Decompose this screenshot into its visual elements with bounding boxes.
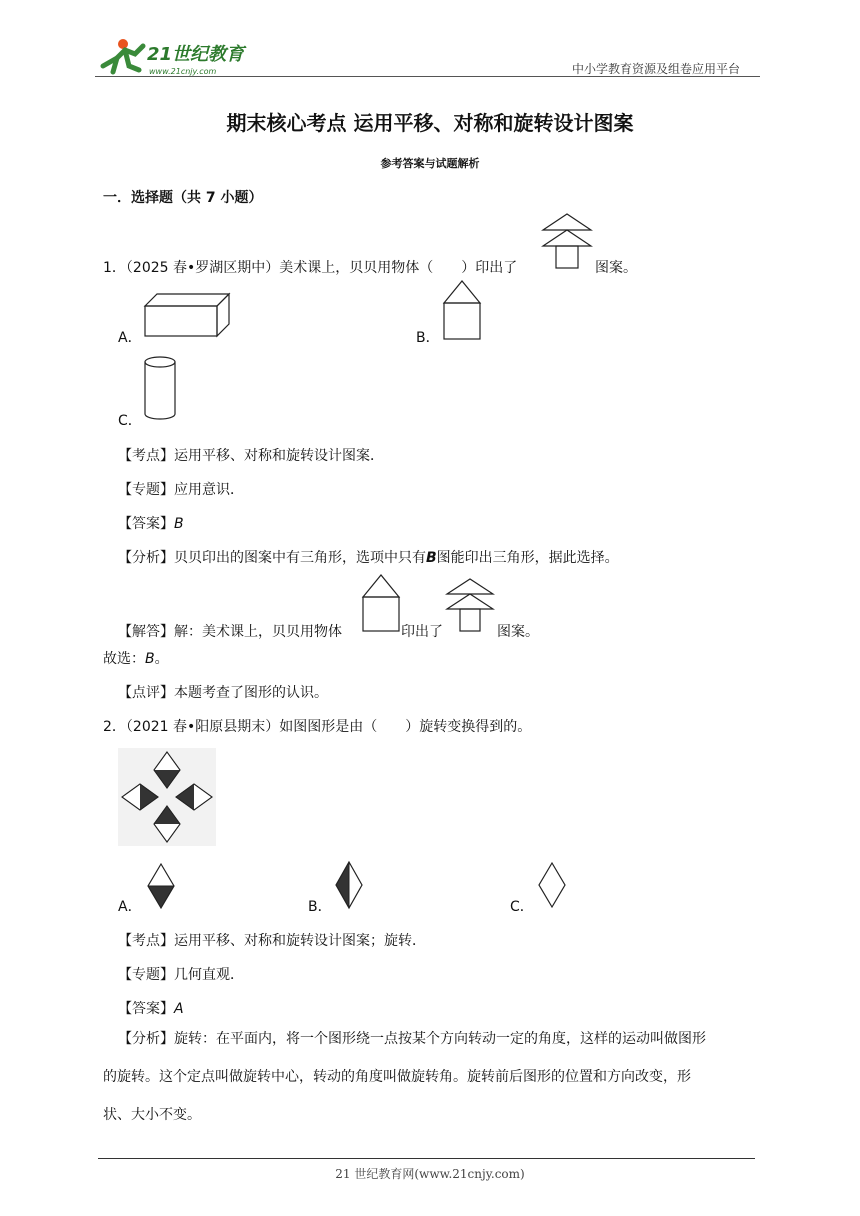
q2-analysis (103, 1025, 768, 1130)
q2-stem: 2．（2021 春•阳原县期末）如图图形是由（ ）旋转变换得到的。 (103, 719, 532, 735)
q1-stamped-pattern-figure (541, 212, 593, 272)
q1-kaodian: 【考点】运用平移、对称和旋转设计图案． (118, 448, 384, 464)
logo-url: www.21cnjy.com (149, 67, 217, 76)
q1-option-a-label[interactable]: A． (118, 330, 142, 346)
header-divider (95, 76, 760, 77)
diamond-outline-figure[interactable] (537, 861, 567, 909)
q1-answer (118, 513, 184, 533)
answer-label: 【答案】 (118, 516, 174, 532)
q2-option-a-label[interactable]: A． (118, 899, 142, 915)
footer-divider (98, 1158, 755, 1159)
q1-stamped-pattern-figure-small (445, 577, 495, 635)
site-logo (95, 36, 265, 76)
analysis-line-3: 状、大小不变。 (103, 1107, 201, 1123)
q1-comment: 【点评】本题考查了图形的认识。 (118, 685, 328, 701)
q1-stem: 1．（2025 春•罗湖区期中）美术课上，贝贝用物体（ ）印出了 (103, 260, 518, 276)
q2-option-b-label[interactable]: B． (308, 899, 332, 915)
q1-choice: 故选：B。 (103, 651, 169, 667)
footer-text: 21 世纪教育网(www.21cnjy.com) (335, 1167, 525, 1181)
analysis-line-1: 【分析】旋转：在平面内，将一个图形绕一点按某个方向转动一定的角度，这样的运动叫做图形 (118, 1031, 706, 1047)
q2-zhuanti: 【专题】几何直观． (118, 967, 244, 983)
analysis-line-2: 的旋转。这个定点叫做旋转中心，转动的角度叫做旋转角。旋转前后图形的位置和方向改变，形 (103, 1069, 691, 1085)
page-title: 期末核心考点 运用平移、对称和旋转设计图案 (226, 111, 634, 135)
q2-kaodian: 【考点】运用平移、对称和旋转设计图案；旋转． (118, 933, 426, 949)
cylinder-figure[interactable] (143, 354, 179, 422)
q1-zhuanti: 【专题】应用意识． (118, 482, 244, 498)
q2-answer: 【答案】A (118, 1001, 184, 1017)
q1-solution-b: 印出了 (401, 624, 443, 640)
q1-option-c-label[interactable]: C． (118, 413, 142, 429)
answer-value: B (174, 516, 184, 532)
q1-stem-end: 图案。 (595, 260, 637, 276)
cuboid-figure[interactable] (143, 292, 233, 340)
pentagon-house-figure[interactable] (441, 279, 483, 341)
q1-solution-a: 【解答】解：美术课上，贝贝用物体 (118, 624, 342, 640)
q1-analysis: 【分析】贝贝印出的图案中有三角形，选项中只有B图能印出三角形，据此选择。 (118, 550, 619, 566)
rotated-pinwheel-figure (118, 748, 216, 846)
q2-option-c-label[interactable]: C． (510, 899, 534, 915)
section-heading: 一．选择题（共 7 小题） (103, 190, 263, 206)
pentagon-house-figure-small (361, 573, 401, 633)
q1-solution-c: 图案。 (497, 624, 539, 640)
runner-icon (103, 39, 143, 72)
q1-option-b-label[interactable]: B． (416, 330, 440, 346)
logo-text: 21世纪教育 (147, 44, 245, 65)
diamond-bottom-shaded-figure[interactable] (146, 862, 176, 910)
page-subtitle: 参考答案与试题解析 (380, 157, 480, 170)
platform-name: 中小学教育资源及组卷应用平台 (572, 62, 741, 76)
diamond-left-shaded-figure[interactable] (334, 860, 364, 910)
